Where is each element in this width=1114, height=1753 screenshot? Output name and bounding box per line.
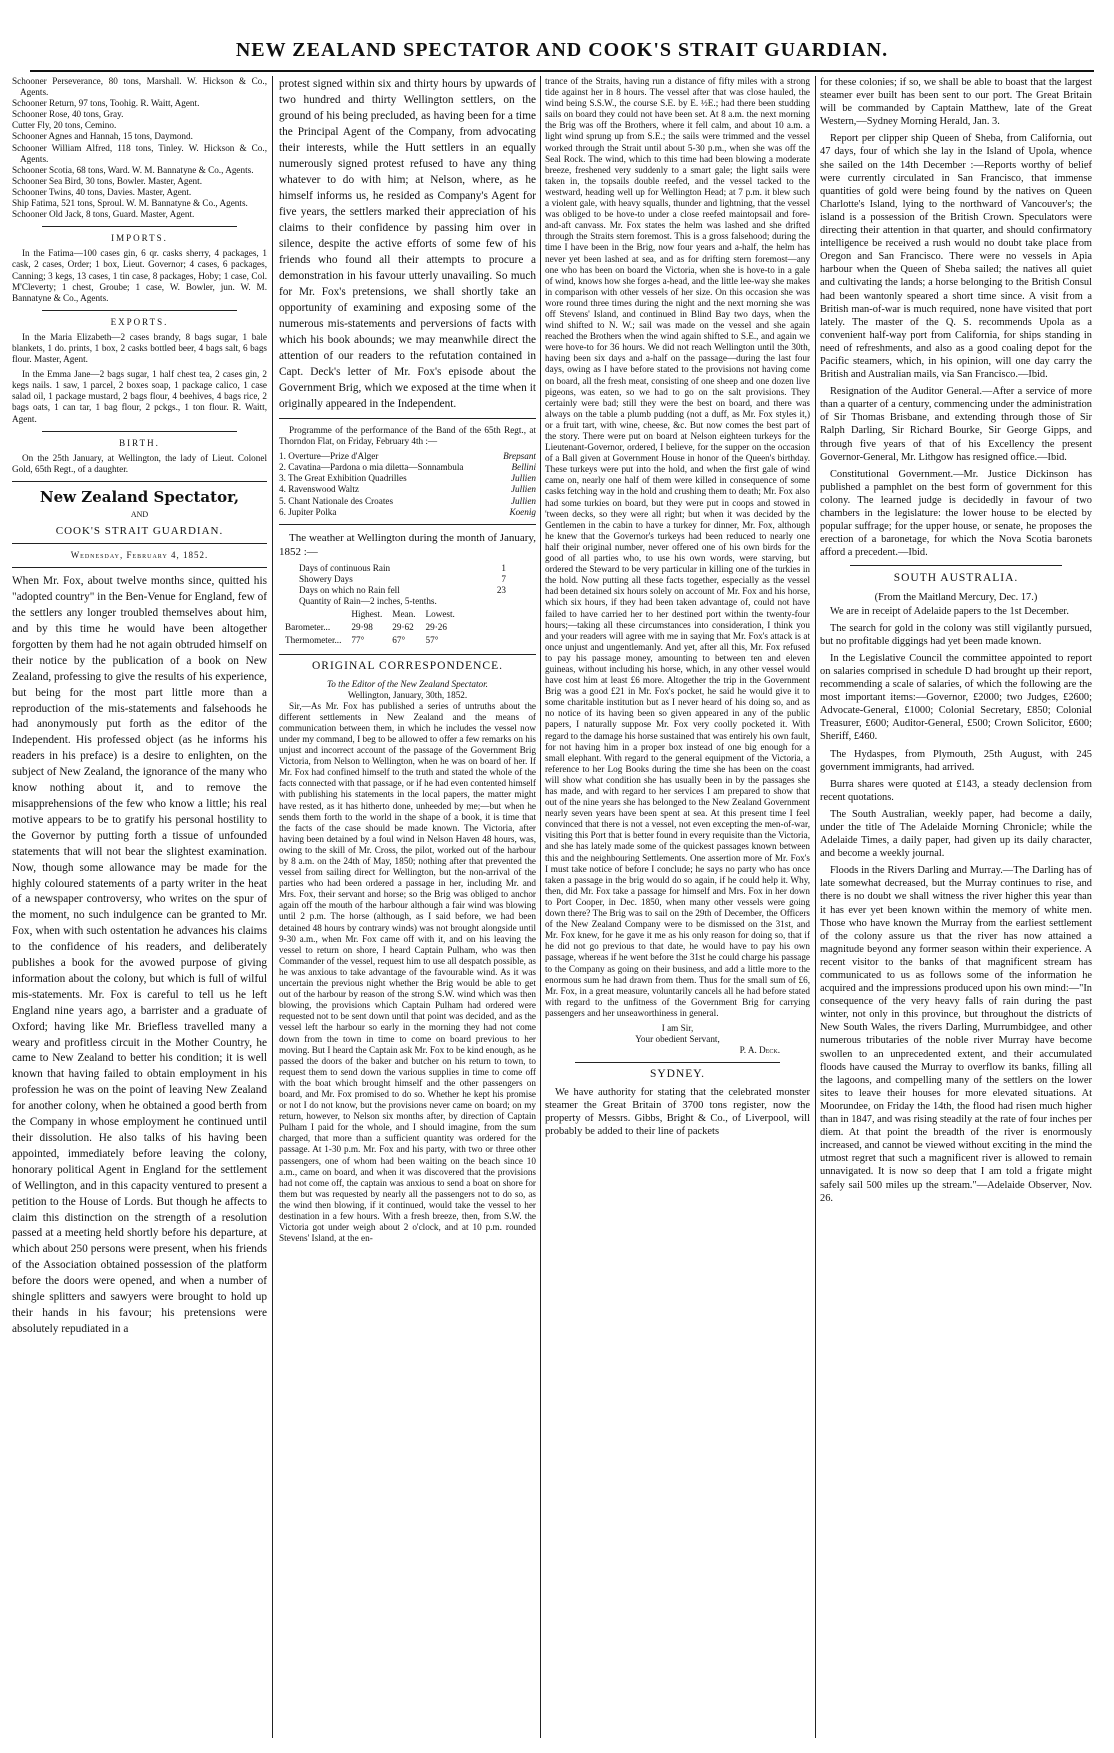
weather-cell: 57° — [425, 635, 439, 646]
masthead — [30, 30, 1094, 72]
programme-piece: 4. Ravenswood Waltz — [279, 484, 359, 495]
programme-composer: Koenig — [509, 506, 536, 517]
shipping-entry: Schooner Scotia, 68 tons, Ward. W. M. Bannatyne & Co., Agents. — [12, 164, 254, 175]
letter-closing: Your obedient Servant, — [635, 1034, 720, 1045]
divider — [575, 1062, 780, 1063]
south-australia-para: The South Australian, weekly paper, had become a daily, under the title of The Adelaide Morning Chronicle; while the Adelaide Times, a daily paper, had given up its daily character, and become a weekly journal. — [820, 808, 1092, 860]
weather-row — [299, 563, 536, 574]
letter-signature: P. A. Deck. — [739, 1045, 780, 1056]
imports-heading: IMPORTS. — [111, 233, 168, 244]
programme-piece: 1. Overture—Prize d'Alger — [279, 451, 379, 462]
column-3 — [545, 76, 810, 1738]
editorial-text: When Mr. Fox, about twelve months since, quitted his "adopted country" in the Ben-Venue for England, few of the settlers any longer troubled themselves about him, and by this time he would have been altogether forgotten by them had he not again obtruded himself on their notice by the publication of a book on New Zealand, professing to give the results of his experience, but being for the most part little more than a reproduction of the mis-statements and falsehoods he had anonymously put forth as the editor of the Independent. His professed object (as he informs his readers in his preface) is a desire to enlighten, on the subject of New Zealand, the ignorance of the many who know nothing about it, and to remove the misapprehensions of the few who know a little; his real motive appears to be to gratify his personal hostility to the Governor by putting forth a tissue of unfounded statements that will not bear the slightest examination. Now, though some allowance may be made for the highly coloured statements of a party writer in the heat of a newspaper controversy, who writes on the spur of the moment, no such indulgence can be granted to Mr. Fox, when with such ostentation he advances his claims to the confidence of his readers, and deliberately publishes a book for the avowed purpose of giving information about the colony, but which is full of wilful mis-statements. Mr. Fox is careful to tell us he left England nine years ago, a barrister and a graduate of Oxford; having like Mr. Briefless travelled many a weary and profitless circuit in the Mother Country, he came to New Zealand to better his condition; it is well known that having failed to obtain employment in his profession he was on the point of leaving New Zealand for another colony, when he obtained a good berth from the Company in whose employment he continued until their dissolution. He also talks of his having been appointed, immediately before leaving the colony, honorary political Agent in England for the settlement of Wellington, and in this capacity ventured to present a petition to the House of Lords. But though he affects to claim this distinction on the strength of a resolution passed at a meeting held shortly before his departure, at which about 250 persons were present, when his friends of the Association obtained possession of the platform before the doors were opened, and when a number of shingle splitters and sawyers were brought to hold up their hands in his favour; his pretensions were absolutely repudiated in a — [12, 575, 267, 1335]
programme-item — [279, 496, 536, 507]
divider — [42, 431, 237, 432]
exports-text: In the Maria Elizabeth—2 cases brandy, 8 bags sugar, 1 bale blankets, 1 do. prints, 1 box, 2 casks bottled beer, 4 bags salt, 6 bags flour. Master, Agent. — [12, 331, 267, 365]
weather-cell: Highest. — [351, 609, 383, 620]
programme-composer: Jullien — [510, 484, 536, 495]
weather-intro: The weather at Wellington during the month of January, 1852 :— — [279, 531, 536, 558]
resignation-item: Resignation of the Auditor General.—After a service of more than a quarter of a century, commencing under the administration of Sir Thomas Brisbane, and extending through those of Sir Ralph Darling, Sir Richard Bourke, Sir George Gipps, and through five years of that of his Excellency the present Governor-General, Mr. Lithgow has resigned office.—Ibid. — [820, 386, 1092, 463]
correspondence-heading: ORIGINAL CORRESPONDENCE. — [312, 660, 503, 673]
programme-composer: Jullien — [510, 495, 536, 506]
correspondence-date: Wellington, January, 30th, 1852. — [347, 689, 468, 700]
correspondence-address: To the Editor of the New Zealand Spectator. — [327, 678, 488, 689]
column-rule — [272, 76, 273, 1738]
weather-table — [279, 607, 461, 648]
shipping-entry: Cutter Fly, 20 tons, Cemino. — [12, 120, 117, 131]
shipping-entry: Schooner Twins, 40 tons, Davies. Master, Agent. — [12, 186, 192, 197]
letter-continued: trance of the Straits, having run a distance of fifty miles with a strong tide against her in 8 hours. The vessel after that was close hauled, the wind being S.S.W., the course S.E. by E. ½E.; had there been studding sails on board they could not have been set. At 8 a.m. the next morning the Brig was off the Brothers, where it fell calm, and about 10 a.m. a light wind sprung up from S.E.; the sails were trimmed and the vessel worked through the Strait until about 5-30 p.m., when she was off the Seal Rock. The wind, which to this time had been blowing a moderate breeze, freshened very suddenly to a smart gale; the light sails were taken in, the topsails double reefed, and the vessel tacked to the westward, heading well up for Wellington Head; at 7 p.m. it blew such a violent gale, with heavy squalls, thunder and lightning, that the vessel was obliged to be hove-to under a close reefed maintopsail and fore-and-aft canvass. Mr. Fox states the helm was lashed and she drifted through the Straits stern foremost. This is a gross falsehood; during the time I have been in the Brig, now four years and a-half, the helm has never yet been lashed at sea, and as for drifting stern foremost—any one who has been on board the Victoria, when she is hove-to in a gale of wind, knows how she forges a-head, and the little lee-way she makes in comparison with other vessels of her size. On this occasion she was wore round three times during the night and the next morning she was off Stevens' Island, and continued in Blind Bay two days, when the wind shifted to N. W.; sail was made on the vessel and she again reached the Brothers when the wind again shifted to S.E., and again we were hove-to for 36 hours. We did not reach Wellington until the 30th, having been six days and a-half on the passage—during the last four days, owing as I have before stated to the provisions not having come on board, all the fresh meat, consisting of one sheep and one dozen live pigeons, was eaten, so we had to go on the salt provisions. They certainly were bad; still they were the best on board, and there was always on the table a plumb pudding (not a duff, as Mr. Fox styles it,) or a fruit tart, with wine, cheese, &c. But now comes the best part of the story. There were put on board at Nelson eighteen turkeys for the Lieutenant-Governor, ordered, I believe, for the supper on the occasion of a Ball given at Government House in honor of the Queen's birthday. These turkeys were put into the hold, and when the first gale of wind came on, nearly one half of them were killed in consequence of some casks fetching way in the hold and crushing them to death; Mr. Fox also had some turkies on board, but they were put in coops and stowed in 'tween decks, so they were all right; but when it was decided by the Gentlemen in the cabin to have a turkey for dinner, Mr. Fox, although he knew that the Governor's turkeys had been reduced to nearly one half their original number, never offered one of his own birds for the good of all parties who, to use his own words, were starving, but ordered the Steward to be very particular in killing one of the turkies in the hold. Now putting all these facts together, especially as the vessel had been detained six hours solely on account of Mr. Fox and his horse, which six hours, if they had been taken advantage of, could not have failed to have carried her to her destined port within the twenty-four hours;—taking all these circumstances into consideration, I think you and your readers will agree with me in saying that Mr. Fox's attack is at once unjust and ungentlemanly. And yet, after all this, Mr. Fox refused to pay his passage money, amounting to between ten and eleven guineas, without including his horse, which, in any other vessel would have cost him at least £6 more. Altogether the trip in the Government Brig was a good £21 in Mr. Fox's pocket, he said he would give it to some charitable institution but as I never heard of his doing so, and as no notice of its having been so given appeared in any of the public papers, I naturally suppose Mr. Fox very coolly pocketed it. With regard to the damage his horse sustained that was entirely his own fault, for not having him in a proper box instead of one big enough for a small elephant. With regard to the general equipment of the Victoria, a reference to her Log Books during the time she has been on the coast will show what condition she has usually been in by the passages she has made, and with regard to her services I am prepared to show that out of the nine years she has belonged to the New Zealand Government nearly seven years have been spent at sea. At this present time I feel convinced that there is not a vessel, not even excepting the men-of-war, visiting this Port that is better found in every requisite than the Victoria, and she has lately made some of the quickest passages known between this and the neighbouring Settlements. One assertion more of Mr. Fox's I must take notice of before I conclude; he says no party who has once taken a passage in the brig would do so again, if he could help it. Why, then, did Mr. Fox take a passage for himself and Mrs. Fox in her down to Port Cooper, in Dec. 1850, when many other vessels were going down there? The Brig was to sail on the 29th of December, the Officers of the New Zealand Company were to be dismissed on the 31st, and Mr. Fox knew, for he gave it me as his only reason for doing so, that if he did not go previous to that date, he would have to pay his own passage, whereas if he went before the 31st he could charge his passage to the Company as going on their business, and add a little more to the enormous sum he had drawn from them. Thus for the small sum of £6, Mr. Fox, in a great measure, voluntarily cancels all he had before stated with regard to the unfitness of the Government Brig for carrying passengers and her unseaworthiness in general. — [545, 76, 810, 1018]
shipping-entry: Schooner William Alfred, 118 tons, Tinley. W. Hickson & Co., Agents. — [12, 142, 267, 164]
weather-cell: Lowest. — [425, 609, 455, 620]
weather-value: 1 — [501, 562, 506, 573]
weather-cell: Barometer... — [285, 622, 331, 633]
weather-cell: Mean. — [392, 609, 416, 620]
weather-cell: 67° — [392, 635, 406, 646]
weather-label: Quantity of Rain—2 inches, 5-tenths. — [299, 596, 437, 607]
shipping-entry: Schooner Old Jack, 8 tons, Guard. Master, Agent. — [12, 209, 195, 220]
birth-text: On the 25th January, at Wellington, the lady of Lieut. Colonel Gold, 65th Regt., of a daughter. — [12, 452, 267, 474]
weather-row — [299, 585, 536, 596]
issue-date: Wednesday, February 4, 1852. — [70, 550, 209, 561]
weather-row — [299, 574, 536, 585]
weather-header-row — [281, 609, 459, 620]
weather-label: Showery Days — [299, 573, 353, 584]
birth-heading: BIRTH. — [119, 437, 160, 448]
programme-item — [279, 462, 536, 473]
column-rule — [815, 76, 816, 1738]
shipping-entry: Schooner Sea Bird, 30 tons, Bowler. Master, Agent. — [12, 175, 202, 186]
sheba-report: Report per clipper ship Queen of Sheba, from California, out 47 days, four of which she lay in the Island of Upola, whence she sailed on the 14th December :—Reports worthy of belief were currently circulated in San Francisco, that immense quantities of gold were being found by the natives on Queen Charlotte's Island, lying to the northward of Vancouver's; the island is a possession of the British Crown. Speculators were directing their attention in that quarter, and should confirmatory intelligence be received a rush would no doubt take place from Oregon and San Francisco. There were no vessels in Apia harbour when the Queen of Sheba sailed; the natives all quiet and cultivating the lands; a horse belonging to the British Consul had been wantonly speared a short time since. A visit from a British man-of-war is much required, none have visited that port lately. The master of the Q. S. recommends Upola as a convenient half-way port from California, for ships standing in need of refreshments, and also as a good coaling depot for the Pacific steamers, which, in his opinion, will one day carry the British and Australian mails, via San Francisco.—Ibid. — [820, 133, 1092, 381]
column-4 — [820, 76, 1092, 1738]
weather-cell: 29·98 — [351, 622, 373, 633]
programme-composer: Bellini — [511, 462, 536, 473]
south-australia-para: In the Legislative Council the committee appointed to report on salaries comprised in schedule D had brought up their report, recommending a scale of salaries, of which the following are the most important items:—Governor, £2000; two Judges, £2600; Advocate-General, £1000; Colonial Secretary, £850; Colonial Treasurer, £600; Auditor-General, £500; Crown Solicitor, £600; Sheriff, £460. — [820, 652, 1092, 743]
south-australia-para: The Hydaspes, from Plymouth, 25th August, with 245 government immigrants, had arrived. — [820, 748, 1092, 773]
letter-closing: I am Sir, — [661, 1022, 694, 1033]
programme-piece: 5. Chant Nationale des Croates — [279, 495, 394, 506]
divider — [42, 310, 237, 311]
weather-cell: 29·62 — [392, 622, 414, 633]
weather-row — [299, 596, 536, 607]
south-australia-para: We are in receipt of Adelaide papers to the 1st December. — [830, 605, 1069, 617]
floods-item: Floods in the Rivers Darling and Murray.—The Darling has of late somewhat decreased, but the Murray continues to rise, and there is no doubt we shall witness the river higher this year than it has ever yet been known within the memory of white men. Those who have known the Murray from the earliest settlement of the colony assure us that the river has now attained a magnitude beyond any former season within their experience. A recent visitor to the banks of that magnificent stream has communicated to us as follows some of the information he acquired and the impressions produced upon his own mind:—"In consequence of the very heavy falls of rain during the past winter, not only in this province, but throughout the districts of New South Wales, the rivers Darling, Murrumbidgee, and other numerous tributaries of the noble river Murray have become swollen to an unprecedented extent, and their accumulated floods have caused the Murray to overflow its banks, filling all the lagoons, and compelling many of the settlers on the lower sites to leave their houses for more elevated situations. At Moorundee, on Friday the 14th, the flood had risen much higher than in 1847, and was rising steadily at the rate of four inches per diem. At that point the breadth of the river is enormously increased, and cannot be viewed without exciting in the mind the utmost regret that such a magnificent river is allowed to remain unnavigated. It is now so deep that I am told a frigate might safely sail 500 miles up the stream."—Adelaide Observer, Nov. 26. — [820, 865, 1092, 1204]
column-1 — [12, 76, 267, 1738]
divider — [12, 567, 267, 568]
shipping-entry: Schooner Agnes and Hannah, 15 tons, Daymond. — [12, 131, 193, 142]
divider — [279, 524, 536, 525]
south-australia-para: The search for gold in the colony was still vigilantly pursued, but no profitable diggings had yet been made known. — [820, 622, 1092, 647]
sydney-text: We have authority for stating that the celebrated monster steamer the Great Britain of 3700 tons register, now the property of Messrs. Gibbs, Bright & Co., of Liverpool, will probably be added to their line of packets — [545, 1087, 810, 1138]
shipping-entry: Ship Fatima, 521 tons, Sproul. W. M. Bannatyne & Co., Agents. — [12, 198, 248, 209]
column-rule — [540, 76, 541, 1738]
weather-label: Days on which no Rain fell — [299, 584, 400, 595]
programme-composer: Brepsant — [503, 451, 536, 462]
weather-value: 7 — [501, 573, 506, 584]
nameplate-subtitle: COOK'S STRAIT GUARDIAN. — [55, 525, 224, 538]
divider — [12, 543, 267, 544]
exports-text: In the Emma Jane—2 bags sugar, 1 half chest tea, 2 cases gin, 2 kegs nails. 1 saw, 1 parcel, 2 boxes soap, 1 package calico, 1 case salad oil, 1 package mustard, 2 bags flour, 4 beehives, 4 bags rice, 2 bags oats, 1 can tar, 1 bag flour, 2 pckgs., 1 ton flour. R. Waitt, Agent. — [12, 369, 267, 424]
divider — [850, 565, 1062, 566]
sydney-heading: SYDNEY. — [649, 1068, 706, 1081]
weather-value: 23 — [496, 584, 506, 595]
weather-cell: 29·26 — [425, 622, 447, 633]
weather-cell: Thermometer... — [285, 635, 342, 646]
barometer-row — [281, 622, 459, 633]
weather-label: Days of continuous Rain — [299, 562, 391, 573]
newspaper-title: NEW ZEALAND SPECTATOR AND COOK'S STRAIT GUARDIAN. — [235, 39, 889, 61]
divider — [12, 481, 267, 482]
imports-text: In the Fatima—100 cases gin, 6 qr. casks sherry, 4 packages, 1 cask, 2 cases, Order; 1 box, Lieut. Governor; 4 cases, 6 packages, Canning; 3 kegs, 13 cases, 1 tin case, 8 packages, Hoby; 1 case, Col. M'Cleverty; 1 chest, Groube; 1 case, W. Bowler, jun. W. M. Bannatyne & Co., Agents. — [12, 248, 267, 303]
nameplate-and: AND — [130, 510, 149, 519]
programme-item — [279, 507, 536, 518]
programme-piece: 6. Jupiter Polka — [279, 506, 337, 517]
programme-item — [279, 473, 536, 484]
programme-list — [279, 451, 536, 518]
exports-heading: EXPORTS. — [110, 316, 169, 327]
shipping-entry: Schooner Return, 97 tons, Toohig. R. Waitt, Agent. — [12, 98, 200, 109]
weather-cell — [281, 609, 345, 620]
sydney-continued: for these colonies; if so, we shall be able to boast that the largest steamer ever built has been sent to our port. The Great Britain will be commanded by Captain Matthew, late of the Great Western,—Sydney Morning Herald, Jan. 3. — [820, 77, 1092, 128]
weather-cell: 77° — [351, 635, 365, 646]
south-australia-heading: SOUTH AUSTRALIA. — [893, 572, 1019, 585]
programme-composer: Jullien — [510, 473, 536, 484]
shipping-entry: Schooner Perseverance, 80 tons, Marshall. W. Hickson & Co., Agents. — [12, 76, 267, 98]
nameplate-title: New Zealand Spectator, — [39, 487, 240, 506]
shipping-entry: Schooner Rose, 40 tons, Gray. — [12, 109, 124, 120]
divider — [42, 226, 237, 227]
programme-item — [279, 451, 536, 462]
shipping-list — [12, 76, 267, 220]
letter-text: Sir,—As Mr. Fox has published a series of untruths about the different settlements in New Zealand and the means of communication between them, in which he includes the vessel now under my command, I beg to be allowed to offer a few remarks on his unjust and incorrect account of the passage of the Government Brig Victoria, from Nelson to Wellington, when he was on board of her. If Mr. Fox had confined himself to the truth and stated the whole of the facts connected with that passage, or if he had even contented himself with publishing his statements in the local papers, the matter might have rested, as it has hitherto done, unheeded by me;—but when he sends them forth to the world in the shape of a book, it is time that the facts of the case should be made known. The Victoria, after having been detained by a foul wind in Nelson Haven 48 hours, was, owing to the skill of Mr. Cross, the pilot, worked out of the harbour by 8 a.m. on the 24th of May, 1850; nothing after that prevented the vessel from sailing direct for Wellington, but the non-arrival of the parties who had been ordered a passage in her, including Mr. and Mrs. Fox, their servant and horse; so the Brig was obliged to anchor again off the mouth of the harbour although a fair wind was blowing until 2 p.m. The horse (although, as I said before, we had been detained 48 hours by contrary winds) was not brought alongside until 9-30 a.m., when Mr. Fox came off with it, and on his leaving the vessel to return on shore, I heard Captain Pulham, who was then Commander of the vessel, request him to use all despatch possible, as he was anxious to take advantage of the favourable wind. As it was uncertain the previous night whether the Brig would be able to get out of the harbour by reason of the strong S.W. wind which was then blowing, the provisions which Captain Pulham had ordered were requested not to be sent down until that point was decided, and as the vessel left the harbour so early in the morning they had not come down from the town in time to come on board previous to her moving. But I heard the Captain ask Mr. Fox to be kind enough, as he passed the doors of the baker and butcher on his return to town, to request them to send down the various supplies in time to come off with the boat which brought himself and the other passengers on board, and Mr. Fox promised to do so. Whether he kept his promise or not I do not know, but the provisions never came on board; on my return, however, to Nelson six months after, by direction of Captain Pulham I paid for the whole, and I should imagine, from the sum charged, that more than a sufficient quantity was ordered for the passage. At 1-30 p.m. Mr. Fox and his party, with two or three other passengers, one of whom had been waiting on the beach since 10 a.m., came on board, and when it was discovered that the provisions had not come off, the captain was anxious to send a boat on shore for them but was requested by nearly all the passengers not to do so, as the wind then blowing, if it continued, would take the vessel to her destination in a few hours. With a fresh breeze, then, from S.W. the Victoria got under weigh about 2 o'clock, and at 10 p.m. rounded Stevens' Island, at the en- — [279, 700, 536, 1244]
programme-piece: 3. The Great Exhibition Quadrilles — [279, 473, 407, 484]
south-australia-source: (From the Maitland Mercury, Dec. 17.) — [874, 592, 1038, 604]
divider — [279, 654, 536, 655]
divider — [279, 418, 536, 419]
editorial-continued: protest signed within six and thirty hours by upwards of two hundred and thirty Wellington settlers, on the ground of his being precluded, as having been for a time the Principal Agent of the Company, from advocating their interests, while the Hutt settlers in an equally numerously signed protest refused to have any thing whatever to do with him; at Nelson, where, as he himself informs us, he resided as Company's Agent for five years, the settlers marked their appreciation of his claims to their confidence by passing him over in silence, despite the active efforts of some few of his friends who found all their attempts to procure a demonstration in his favour utterly unavailing. So much for Mr. Fox's pretensions, we shall shortly take an opportunity of examining and exposing some of the numerous mis-statements and perversions of facts with which his book abounds; we may meanwhile direct the attention of our readers to the refutation contained in Capt. Deck's letter of Mr. Fox's episode about the Government Brig, which we exposed at the time when it originally appeared in the Independent. — [279, 78, 536, 410]
weather-summary — [279, 563, 536, 607]
thermometer-row — [281, 635, 459, 646]
programme-intro: Programme of the performance of the Band of the 65th Regt., at Thorndon Flat, on Friday, February 4th :— — [279, 425, 536, 447]
programme-piece: 2. Cavatina—Pardona o mia diletta—Sonnambula — [279, 462, 464, 473]
constitutional-item: Constitutional Government.—Mr. Justice Dickinson has published a pamphlet on the best form of government for this colony. The learned judge is decidedly in favour of two chambers in the legislature: the lower house to be elected by popular suffrage; for the upper house, or senate, he proposes the erection of a baronetage, for which the Nova Scotia baronets afford a precedent.—Ibid. — [820, 468, 1092, 559]
programme-item — [279, 484, 536, 495]
column-2 — [279, 76, 536, 1738]
south-australia-para: Burra shares were quoted at £143, a steady declension from recent quotations. — [820, 778, 1092, 803]
